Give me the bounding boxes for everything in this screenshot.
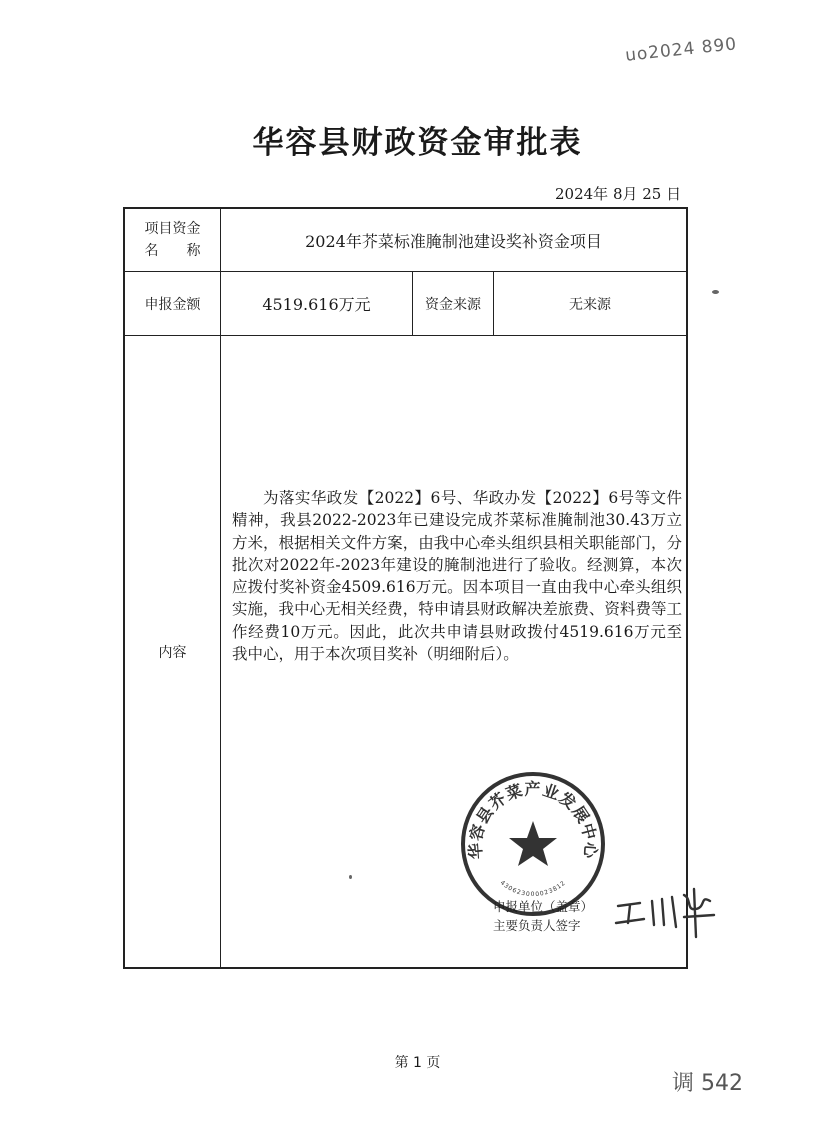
project-name-value: 2024年芥菜标准腌制池建设奖补资金项目: [305, 231, 602, 251]
handwritten-note-bottom: 调 542: [672, 1071, 743, 1096]
approval-form-table: [123, 207, 688, 969]
document-title: 华容县财政资金审批表: [252, 125, 583, 161]
amount-label: 申报金额: [144, 296, 201, 313]
scan-speck: [712, 290, 719, 294]
svg-text:华容县芥菜产业发展中心: 华容县芥菜产业发展中心: [465, 779, 601, 860]
content-text: 为落实华政发【2022】6号、华政办发【2022】6号等文件精神，我县2022-2023年已建设完成芥菜标准腌制池30.43万立方米，根据相关文件方案，由我中心牵头组织县相关职能部门，分批次对2022年-2023年建设的腌制池进行了验收。经测算，本次应拨付奖补资金4509.616万元。因本项目一直由我中心牵头组织实施，我中心无相关经费，特申请县财政解决差旅费、资料费等工作经费10万元。因此，此次共申请县财政拨付4519.616万元至我中心，用于本次项目奖补（明细附后）。: [232, 489, 682, 664]
signature-block: [493, 897, 593, 935]
handwritten-signature-icon: [610, 881, 720, 941]
scan-speck: [349, 875, 352, 879]
document-date: 2024年 8月 25 日: [555, 185, 682, 203]
project-name-label-line1: 项目资金: [144, 221, 201, 237]
applicant-unit-label: 申报单位（盖章）: [493, 899, 594, 914]
project-name-label: [125, 209, 220, 271]
amount-value: 4519.616万元: [262, 295, 371, 314]
svg-text:430623000023812: 430623000023812: [498, 879, 568, 899]
page-number: 第 1 页: [394, 1055, 441, 1071]
project-name-label-line2: 名 称: [144, 243, 201, 259]
fund-source-value: 无来源: [569, 296, 611, 313]
leader-sign-label: 主要负责人签字: [493, 918, 581, 933]
fund-source-label: 资金来源: [425, 296, 481, 313]
handwritten-note-top: uo2024 890: [624, 34, 739, 66]
content-label: 内容: [158, 644, 187, 661]
